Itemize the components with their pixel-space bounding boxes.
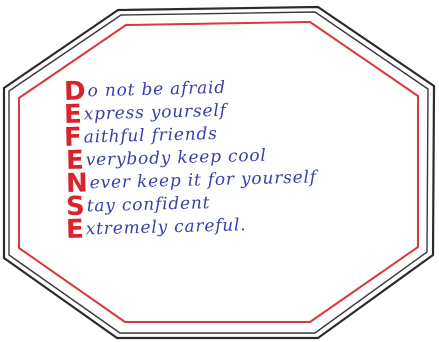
poem-line-text: xtremely careful.	[85, 215, 247, 240]
poem-line-text: aithful friends	[83, 123, 218, 148]
poem-line-text: ever keep it for yourself	[89, 167, 318, 194]
poem-line-text: o not be afraid	[87, 77, 227, 102]
poem-line-text: verybody keep cool	[85, 145, 267, 171]
acrostic-capital-letter: F	[63, 122, 83, 153]
acrostic-capital-letter: E	[65, 214, 85, 245]
acrostic-capital-letter: N	[65, 168, 89, 199]
acrostic-capital-letter: E	[63, 99, 83, 130]
acrostic-capital-letter: S	[65, 191, 86, 222]
poem-line-text: tay confident	[86, 193, 211, 217]
acrostic-capital-letter: E	[65, 145, 85, 176]
poem-line-text: xpress yourself	[83, 100, 227, 125]
defense-acrostic-poem	[63, 76, 384, 245]
acrostic-capital-letter: D	[63, 76, 86, 107]
